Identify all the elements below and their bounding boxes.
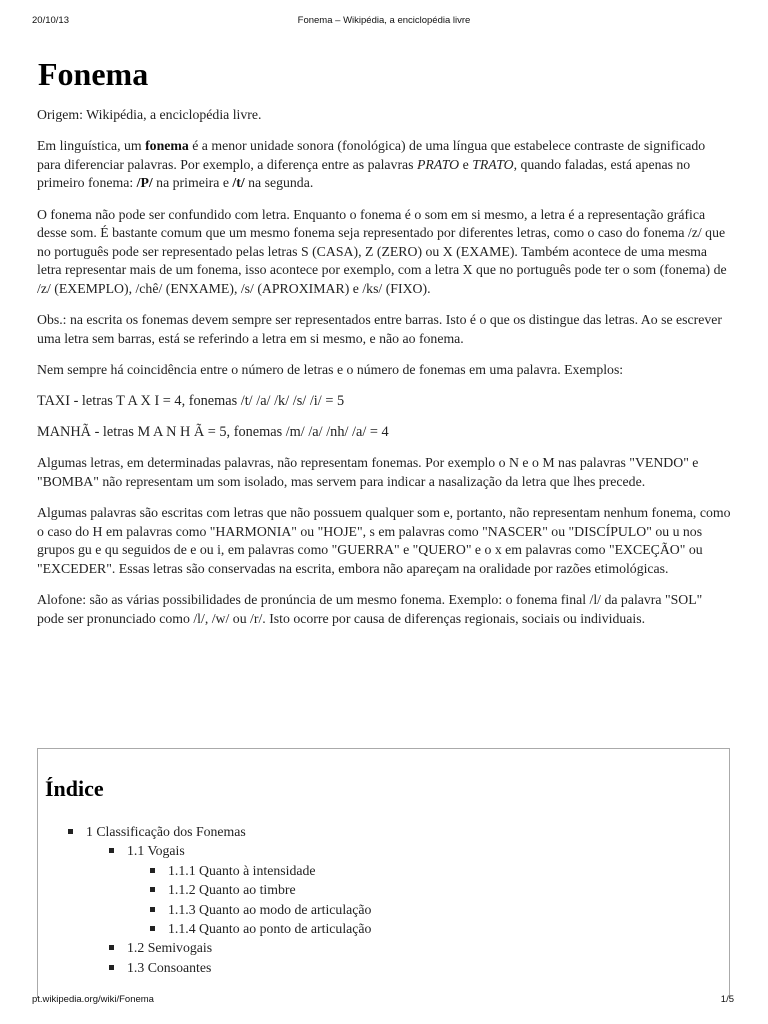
paragraph-letter: O fonema não pode ser confundido com letra. Enquanto o fonema é o som em si mesmo, a letra é a representação gráfica desse som. É bastante comum que um mesmo fonema seja representado por diferentes letras, como o caso do fonema /z/ que no português pode ser representado pelas letras S (CASA), Z (ZERO) ou X (EXAME). Também acontece de uma mesma letra representar mais de um fonema, isso acontece por exemplo, com a letra X que no português pode ter o som (fonema) de /z/ (EXEMPLO), /chê/ (ENXAME), /s/ (APROXIMAR) e /ks/ (FIXO).: [37, 206, 727, 296]
toc-title: Índice: [45, 776, 104, 801]
toc-item-vogais[interactable]: 1.1 Vogais: [38, 841, 371, 860]
bullet-icon: [150, 907, 155, 912]
toc-item-timbre[interactable]: 1.1.2 Quanto ao timbre: [38, 880, 371, 899]
table-of-contents: [37, 748, 730, 998]
example-taxi: TAXI - letras T A X I = 4, fonemas /t/ /a/ /k/ /s/ /i/ = 5: [37, 393, 345, 410]
bullet-icon: [68, 829, 73, 834]
toc-item-consoantes[interactable]: 1.3 Consoantes: [38, 958, 371, 977]
bullet-icon: [109, 965, 114, 970]
article-content: [37, 52, 732, 641]
toc-list: [38, 822, 371, 977]
bullet-icon: [150, 868, 155, 873]
page-title: Fonema: [38, 56, 149, 92]
paragraph-coincidence: Nem sempre há coincidência entre o número de letras e o número de fonemas em uma palavra. Exemplos:: [37, 361, 624, 377]
bullet-icon: [109, 945, 114, 950]
toc-item-semivogais[interactable]: 1.2 Semivogais: [38, 938, 371, 957]
toc-item-ponto-articulacao[interactable]: 1.1.4 Quanto ao ponto de articulação: [38, 919, 371, 938]
print-date: 20/10/13: [32, 15, 69, 26]
example-manha: MANHÃ - letras M A N H Ã = 5, fonemas /m/ /a/ /nh/ /a/ = 4: [37, 424, 389, 441]
paragraph-nasal: Algumas letras, em determinadas palavras, não representam fonemas. Por exemplo o N e o M nas palavras "VENDO" e "BOMBA" não representam um som isolado, mas servem para indicar a nasalização da letra que lhes precede.: [37, 455, 699, 490]
phoneme-t: /t/: [232, 175, 245, 191]
bullet-icon: [109, 848, 114, 853]
page-url: pt.wikipedia.org/wiki/Fonema: [32, 994, 154, 1005]
intro-paragraph: Em linguística, um fonema é a menor unidade sonora (fonológica) de uma língua que estabelece contraste de significado para diferenciar palavras. Por exemplo, a diferença entre as palavras PRATO e TRATO, quando faladas, está apenas no primeiro fonema: /P/ na primeira e /t/ na segunda.: [37, 138, 706, 191]
print-footer: [0, 994, 768, 1008]
paragraph-silent: Algumas palavras são escritas com letras que não possuem qualquer som e, portanto, não representam nenhum fonema, como o caso do H em palavras como "HARMONIA" ou "HOJE", s em palavras como "NASCER" ou "DISCÍPULO" ou u nos grupos gu e qu seguidos de e ou i, em palavras como "GUERRA" e "QUERO" e o x em palavras como "EXCEÇÃO" ou "EXCEDER". Essas letras são conservadas na escrita, embora não apareçam na oralidade por razões etimológicas.: [37, 505, 731, 577]
print-header: [0, 15, 768, 29]
paragraph-alofone: Alofone: são as várias possibilidades de pronúncia de um mesmo fonema. Exemplo: o fonema final /l/ da palavra "SOL" pode ser pronunciado como /l/, /w/ ou /r/. Isto ocorre por causa de diferenças regionais, sociais ou individuais.: [37, 592, 703, 626]
print-title: Fonema – Wikipédia, a enciclopédia livre: [297, 15, 471, 26]
bullet-icon: [150, 926, 155, 931]
word-trato: TRATO: [472, 156, 514, 172]
origin-line: Origem: Wikipédia, a enciclopédia livre.: [37, 107, 262, 122]
page-number: 1/5: [720, 994, 734, 1005]
term-bold: fonema: [145, 138, 189, 154]
bullet-icon: [150, 887, 155, 892]
paragraph-obs: Obs.: na escrita os fonemas devem sempre ser representados entre barras. Isto é o que os distingue das letras. Ao se escrever uma letra sem barras, está se referindo a letra em si mesmo, e não ao fonema.: [37, 312, 723, 346]
toc-item-intensidade[interactable]: 1.1.1 Quanto à intensidade: [38, 861, 371, 880]
toc-item-classificacao[interactable]: 1 Classificação dos Fonemas: [38, 822, 371, 841]
toc-item-modo-articulacao[interactable]: 1.1.3 Quanto ao modo de articulação: [38, 900, 371, 919]
word-prato: PRATO: [416, 156, 460, 172]
phoneme-p: /P/: [136, 175, 153, 191]
